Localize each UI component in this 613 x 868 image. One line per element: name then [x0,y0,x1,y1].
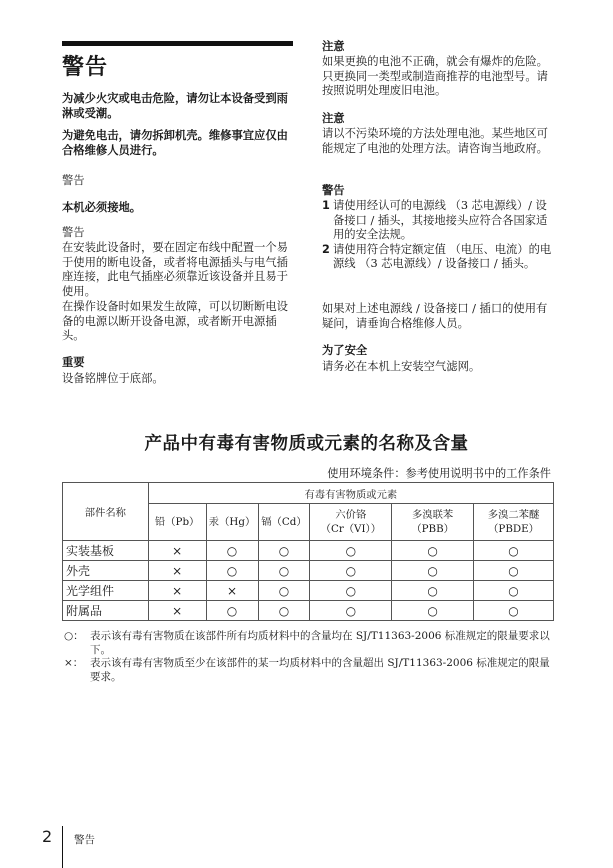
note-text: 表示该有毒有害物质至少在该部件的某一均质材料中的含量超出 SJ/T11363-2006 标准规定的限量要求。 [90,657,550,683]
filter-text: 请务必在本机上安装空气滤网。 [322,360,481,373]
warning-label: 警告 [62,174,85,187]
inquiry-text: 如果对上述电源线 / 设备接口 / 插口的使用有疑问，请垂询合格维修人员。 [322,302,548,330]
value-cell: ○ [310,561,392,581]
part-name-cell: 光学组件 [63,581,149,601]
nameplate-text: 设备铭牌位于底部。 [62,372,164,385]
value-cell: ○ [206,561,258,581]
value-cell: ○ [392,581,474,601]
caution-label: 注意 [322,40,345,53]
fire-warning-text: 为减少火灾或电击危险，请勿让本设备受到雨淋或受潮。 [62,92,288,120]
substance-header: 铅（Pb） [148,504,206,541]
value-cell: × [148,541,206,561]
value-cell: ○ [474,541,554,561]
heading-rule [62,41,293,46]
part-name-cell: 实装基板 [63,541,149,561]
battery-caution-text: 如果更换的电池不正确，就会有爆炸的危险。只更换同一类型或制造商推荐的电池型号。请按照说明处理废旧电池。 [322,55,548,98]
usage-conditions: 使用环境条件：参考使用说明书中的工作条件 [327,467,551,480]
warning-label: 警告 [322,184,345,197]
part-name-cell: 附属品 [63,601,149,621]
note-text: 表示该有毒有害物质在该部件所有均质材料中的含量均在 SJ/T11363-2006 标准规定的限量要求以下。 [90,630,550,656]
safety-label: 为了安全 [322,344,368,357]
power-cord-list [322,199,554,272]
substance-header: 六价铬 （Cr（VI）） [310,504,392,541]
table-row [63,581,554,601]
table-title: 产品中有毒有害物质或元素的名称及含量 [144,434,469,454]
install-text: 在安装此设备时，要在固定布线中配置一个易于使用的断电设备，或者将电源插头与电气插座连接，此电气插座必须靠近该设备并且易于使用。 [62,241,288,298]
list-text: 请使用经认可的电源线 （3 芯电源线）/ 设备接口 / 插头，其接地接头应符合各国家适用的安全法规。 [333,199,548,242]
table-header-row [63,483,554,504]
value-cell: × [148,601,206,621]
note-key: ○： [64,630,84,642]
warning-label: 警告 [62,226,85,239]
note-key: ×： [64,657,84,670]
list-number: 2 [322,242,330,256]
part-name-header: 部件名称 [63,483,149,541]
value-cell: ○ [392,541,474,561]
value-cell: ○ [474,601,554,621]
substance-header: 多溴二苯醚 （PBDE） [474,504,554,541]
value-cell: ○ [474,581,554,601]
value-cell: × [148,561,206,581]
important-label: 重要 [62,356,85,369]
value-cell: ○ [206,541,258,561]
value-cell: × [206,581,258,601]
footer-divider [62,826,63,868]
list-item [322,199,554,243]
value-cell: ○ [310,601,392,621]
table-row [63,541,554,561]
table-notes [64,630,554,684]
value-cell: ○ [258,581,310,601]
caution-label: 注意 [322,112,345,125]
value-cell: ○ [310,581,392,601]
table-row [63,561,554,581]
value-cell: ○ [258,541,310,561]
page-heading: 警告 [62,55,109,80]
value-cell: ○ [392,561,474,581]
hazardous-substances-table [62,482,554,621]
ground-text: 本机必须接地。 [62,201,142,214]
value-cell: ○ [258,561,310,581]
substance-header: 汞（Hg） [206,504,258,541]
page-number: 2 [42,827,53,846]
list-number: 1 [322,199,330,212]
substance-group-header: 有毒有害物质或元素 [148,483,553,504]
note-item [64,630,554,657]
value-cell: × [148,581,206,601]
substance-header: 多溴联苯 （PBB） [392,504,474,541]
fault-text: 在操作设备时如果发生故障，可以切断断电设备的电源以断开设备电源，或者断开电源插头。 [62,300,288,343]
value-cell: ○ [206,601,258,621]
battery-disposal-text: 请以不污染环境的方法处理电池。某些地区可能规定了电池的处理方法。请咨询当地政府。 [322,127,548,155]
value-cell: ○ [258,601,310,621]
substance-header: 镉（Cd） [258,504,310,541]
list-text: 请使用符合特定额定值 （电压、电流）的电源线 （3 芯电源线）/ 设备接口 / 插头。 [333,242,552,271]
list-item [322,243,554,272]
footer-section-label: 警告 [74,834,95,846]
value-cell: ○ [474,561,554,581]
part-name-cell: 外壳 [63,561,149,581]
note-item [64,657,554,684]
value-cell: ○ [392,601,474,621]
table-row [63,601,554,621]
value-cell: ○ [310,541,392,561]
shock-warning-text: 为避免电击，请勿拆卸机壳。维修事宜应仅由合格维修人员进行。 [62,129,288,157]
